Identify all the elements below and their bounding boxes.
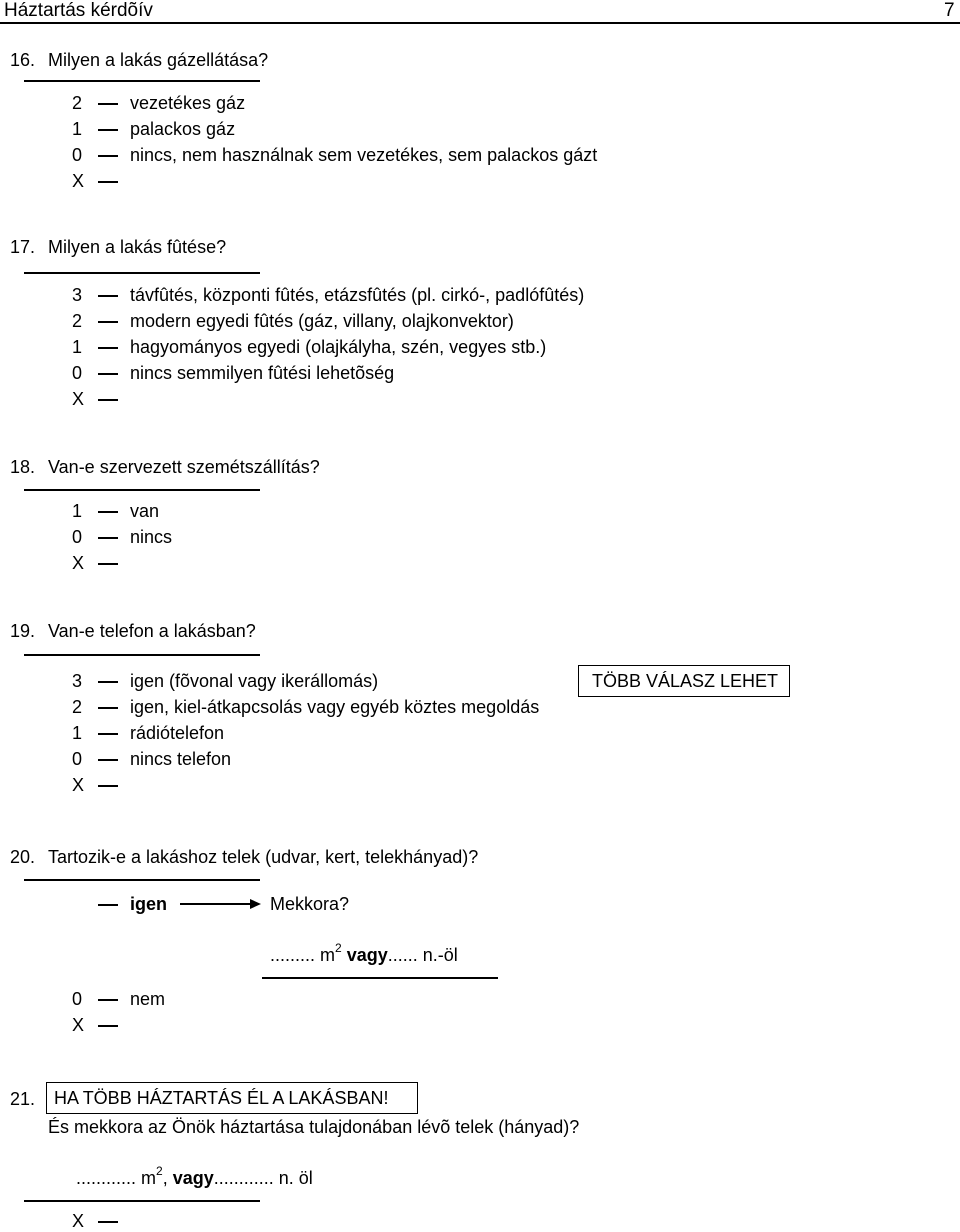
option-label: igen, kiel-átkapcsolás vagy egyéb köztes megoldás — [130, 697, 540, 717]
followup-question: Mekkora? — [270, 894, 350, 914]
q20-number: 20. — [10, 847, 36, 867]
option-label: palackos gáz — [130, 119, 236, 139]
size-dots: ... — [270, 945, 286, 965]
option-label: nincs telefon — [130, 749, 232, 769]
option-code: 1 — [72, 119, 83, 139]
option-code: 0 — [72, 989, 83, 1009]
option-code: X — [72, 389, 85, 409]
option-code: 2 — [72, 311, 83, 331]
q17-rule — [24, 272, 260, 274]
option-dash — [98, 1221, 118, 1223]
option-dash — [98, 563, 118, 565]
size-comma: , — [162, 1168, 173, 1188]
option-label: nincs — [130, 527, 173, 547]
q16-number: 16. — [10, 50, 36, 70]
option-dash — [98, 733, 118, 735]
option-label: nincs, nem használnak sem vezetékes, sem palackos gázt — [130, 145, 598, 165]
q18-rule — [24, 489, 260, 491]
q19-number: 19. — [10, 621, 36, 641]
option-dash — [98, 537, 118, 539]
option-dash — [98, 759, 118, 761]
q19-question: Van-e telefon a lakásban? — [48, 621, 256, 641]
option-dash — [98, 785, 118, 787]
option-label: rádiótelefon — [130, 723, 225, 743]
option-code: 1 — [72, 337, 83, 357]
option-dash — [98, 511, 118, 513]
q21-number: 21. — [10, 1089, 36, 1109]
option-label: modern egyedi fûtés (gáz, villany, olajkonvektor) — [130, 311, 514, 331]
option-dash — [98, 103, 118, 105]
q16-question: Milyen a lakás gázellátása? — [48, 50, 269, 70]
plot-size-field[interactable] — [270, 941, 458, 966]
option-code: 3 — [72, 671, 83, 691]
q20-question: Tartozik-e a lakáshoz telek (udvar, kert, telekhányad)? — [48, 847, 479, 867]
size-or: vagy — [172, 1168, 214, 1188]
option-code: X — [72, 775, 85, 795]
option-dash — [98, 399, 118, 401]
option-dash — [98, 321, 118, 323]
q16-rule — [24, 80, 260, 82]
q21-question: És mekkora az Önök háztartása tulajdonában lévõ telek (hányad)? — [48, 1117, 580, 1137]
option-label: hagyományos egyedi (olajkályha, szén, vegyes stb.) — [130, 337, 547, 357]
option-code: X — [72, 1015, 85, 1035]
option-code: X — [72, 1211, 85, 1231]
option-dash — [98, 181, 118, 183]
option-code: 2 — [72, 93, 83, 113]
option-code: 0 — [72, 363, 83, 383]
q21-condition-box — [46, 1082, 418, 1114]
option-code: 1 — [72, 501, 83, 521]
option-dash — [98, 1025, 118, 1027]
page-number: 7 — [944, 0, 955, 21]
size-unit-sqm: ............ m — [76, 1168, 157, 1188]
size-rule — [262, 977, 498, 979]
option-label: nem — [130, 989, 166, 1009]
size-superscript: 2 — [335, 941, 342, 955]
q17-number: 17. — [10, 237, 36, 257]
q21-rule — [24, 1200, 260, 1202]
option-code: X — [72, 553, 85, 573]
option-label: nincs semmilyen fûtési lehetõség — [130, 363, 395, 383]
document-title: Háztartás kérdõív — [4, 0, 153, 21]
option-code: 2 — [72, 697, 83, 717]
header-rule — [0, 22, 960, 24]
note-text: TÖBB VÁLASZ LEHET — [592, 671, 779, 691]
q18-question: Van-e szervezett szemétszállítás? — [48, 457, 320, 477]
q17-question: Milyen a lakás fûtése? — [48, 237, 227, 257]
option-dash — [98, 155, 118, 157]
option-dash — [98, 999, 118, 1001]
option-code: 3 — [72, 285, 83, 305]
option-dash — [98, 129, 118, 131]
option-label: vezetékes gáz — [130, 93, 246, 113]
q20-rule — [24, 879, 260, 881]
condition-text: HA TÖBB HÁZTARTÁS ÉL A LAKÁSBAN! — [54, 1088, 389, 1108]
size-unit-nol: ............ n. öl — [213, 1168, 313, 1188]
option-code: 0 — [72, 749, 83, 769]
size-unit-nol: ...... n.-öl — [387, 945, 458, 965]
option-code: 0 — [72, 145, 83, 165]
q18-number: 18. — [10, 457, 36, 477]
option-dash — [98, 681, 118, 683]
q21-size-field[interactable] — [76, 1164, 313, 1189]
option-dash — [98, 707, 118, 709]
option-code: X — [72, 171, 85, 191]
option-label: igen (fõvonal vagy ikerállomás) — [130, 671, 379, 691]
option-dash — [98, 295, 118, 297]
yes-label: igen — [130, 894, 168, 914]
q19-rule — [24, 654, 260, 656]
option-label: távfûtés, központi fûtés, etázsfûtés (pl. cirkó-, padlófûtés) — [130, 285, 585, 305]
option-dash — [98, 373, 118, 375]
size-unit-sqm: ...... m — [285, 945, 336, 965]
size-or: vagy — [346, 945, 388, 965]
option-code: 1 — [72, 723, 83, 743]
size-superscript: 2 — [156, 1164, 163, 1178]
option-code: 0 — [72, 527, 83, 547]
multiple-answers-note — [578, 665, 790, 697]
arrow-right-icon — [180, 896, 262, 912]
option-label: van — [130, 501, 160, 521]
option-dash — [98, 347, 118, 349]
option-dash — [98, 904, 118, 906]
